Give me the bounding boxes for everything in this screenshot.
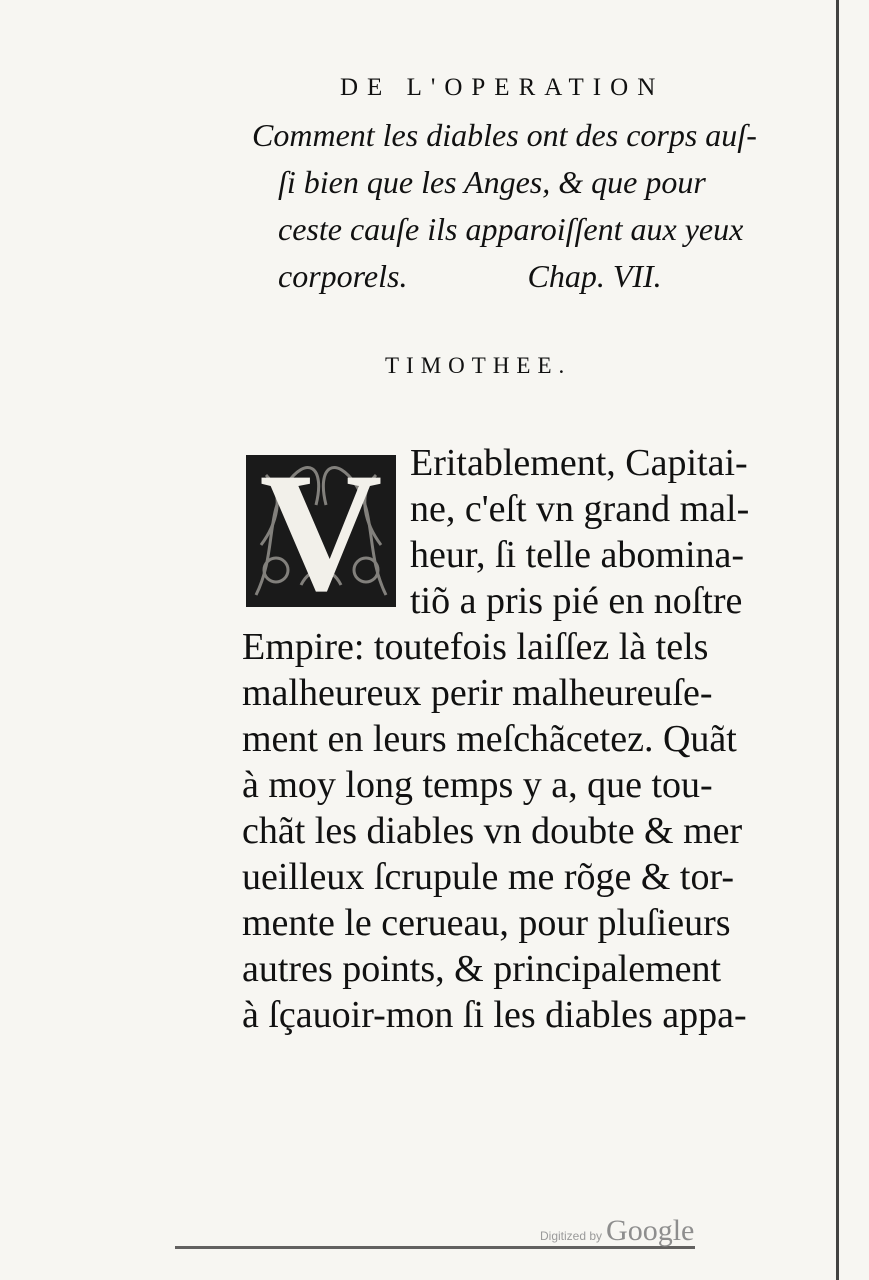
text-line: tiõ a pris pié en noſtre [410,580,743,622]
text-line: ueilleux ſcrupule me rõge & tor- [242,856,735,898]
watermark-brand: Google [606,1214,695,1247]
text-line: chãt les diables vn doubte & mer [242,810,743,852]
drop-cap-letter: V [259,455,383,607]
chapter-title-line: Comment les diables ont des corps auſ- [252,117,757,153]
text-line: ne, c'eſt vn grand mal- [410,488,750,530]
page-edge-right [836,0,839,1280]
chapter-title-line [252,253,772,300]
body-text [242,440,772,1038]
text-line: à ſçauoir-mon ſi les diables appa- [242,994,747,1036]
speaker-name: TIMOTHEE. [385,353,572,378]
text-line: ment en leurs meſchãcetez. Quãt [242,718,737,760]
chapter-title-tail: corporels. [278,258,408,294]
chapter-title-line: ceste cauſe ils apparoiſſent aux yeux [278,211,744,247]
watermark-prefix: Digitized by [540,1229,603,1243]
running-head: DE L'OPERATION [340,74,665,101]
text-line: heur, ſi telle abomina- [410,534,745,576]
text-line: mente le cerueau, pour pluſieurs [242,902,731,944]
text-line: Empire: toutefois laiſſez là tels [242,626,709,668]
text-line: à moy long temps y a, que tou- [242,764,713,806]
text-line: Eritablement, Capitai- [410,442,748,484]
chapter-title-line: ſi bien que les Anges, & que pour [278,164,706,200]
google-watermark [540,1214,694,1248]
chapter-number: Chap. VII. [527,258,662,294]
text-line: malheureux perir malheureuſe- [242,672,713,714]
chapter-title [252,112,772,300]
text-line: autres points, & principalement [242,948,722,990]
